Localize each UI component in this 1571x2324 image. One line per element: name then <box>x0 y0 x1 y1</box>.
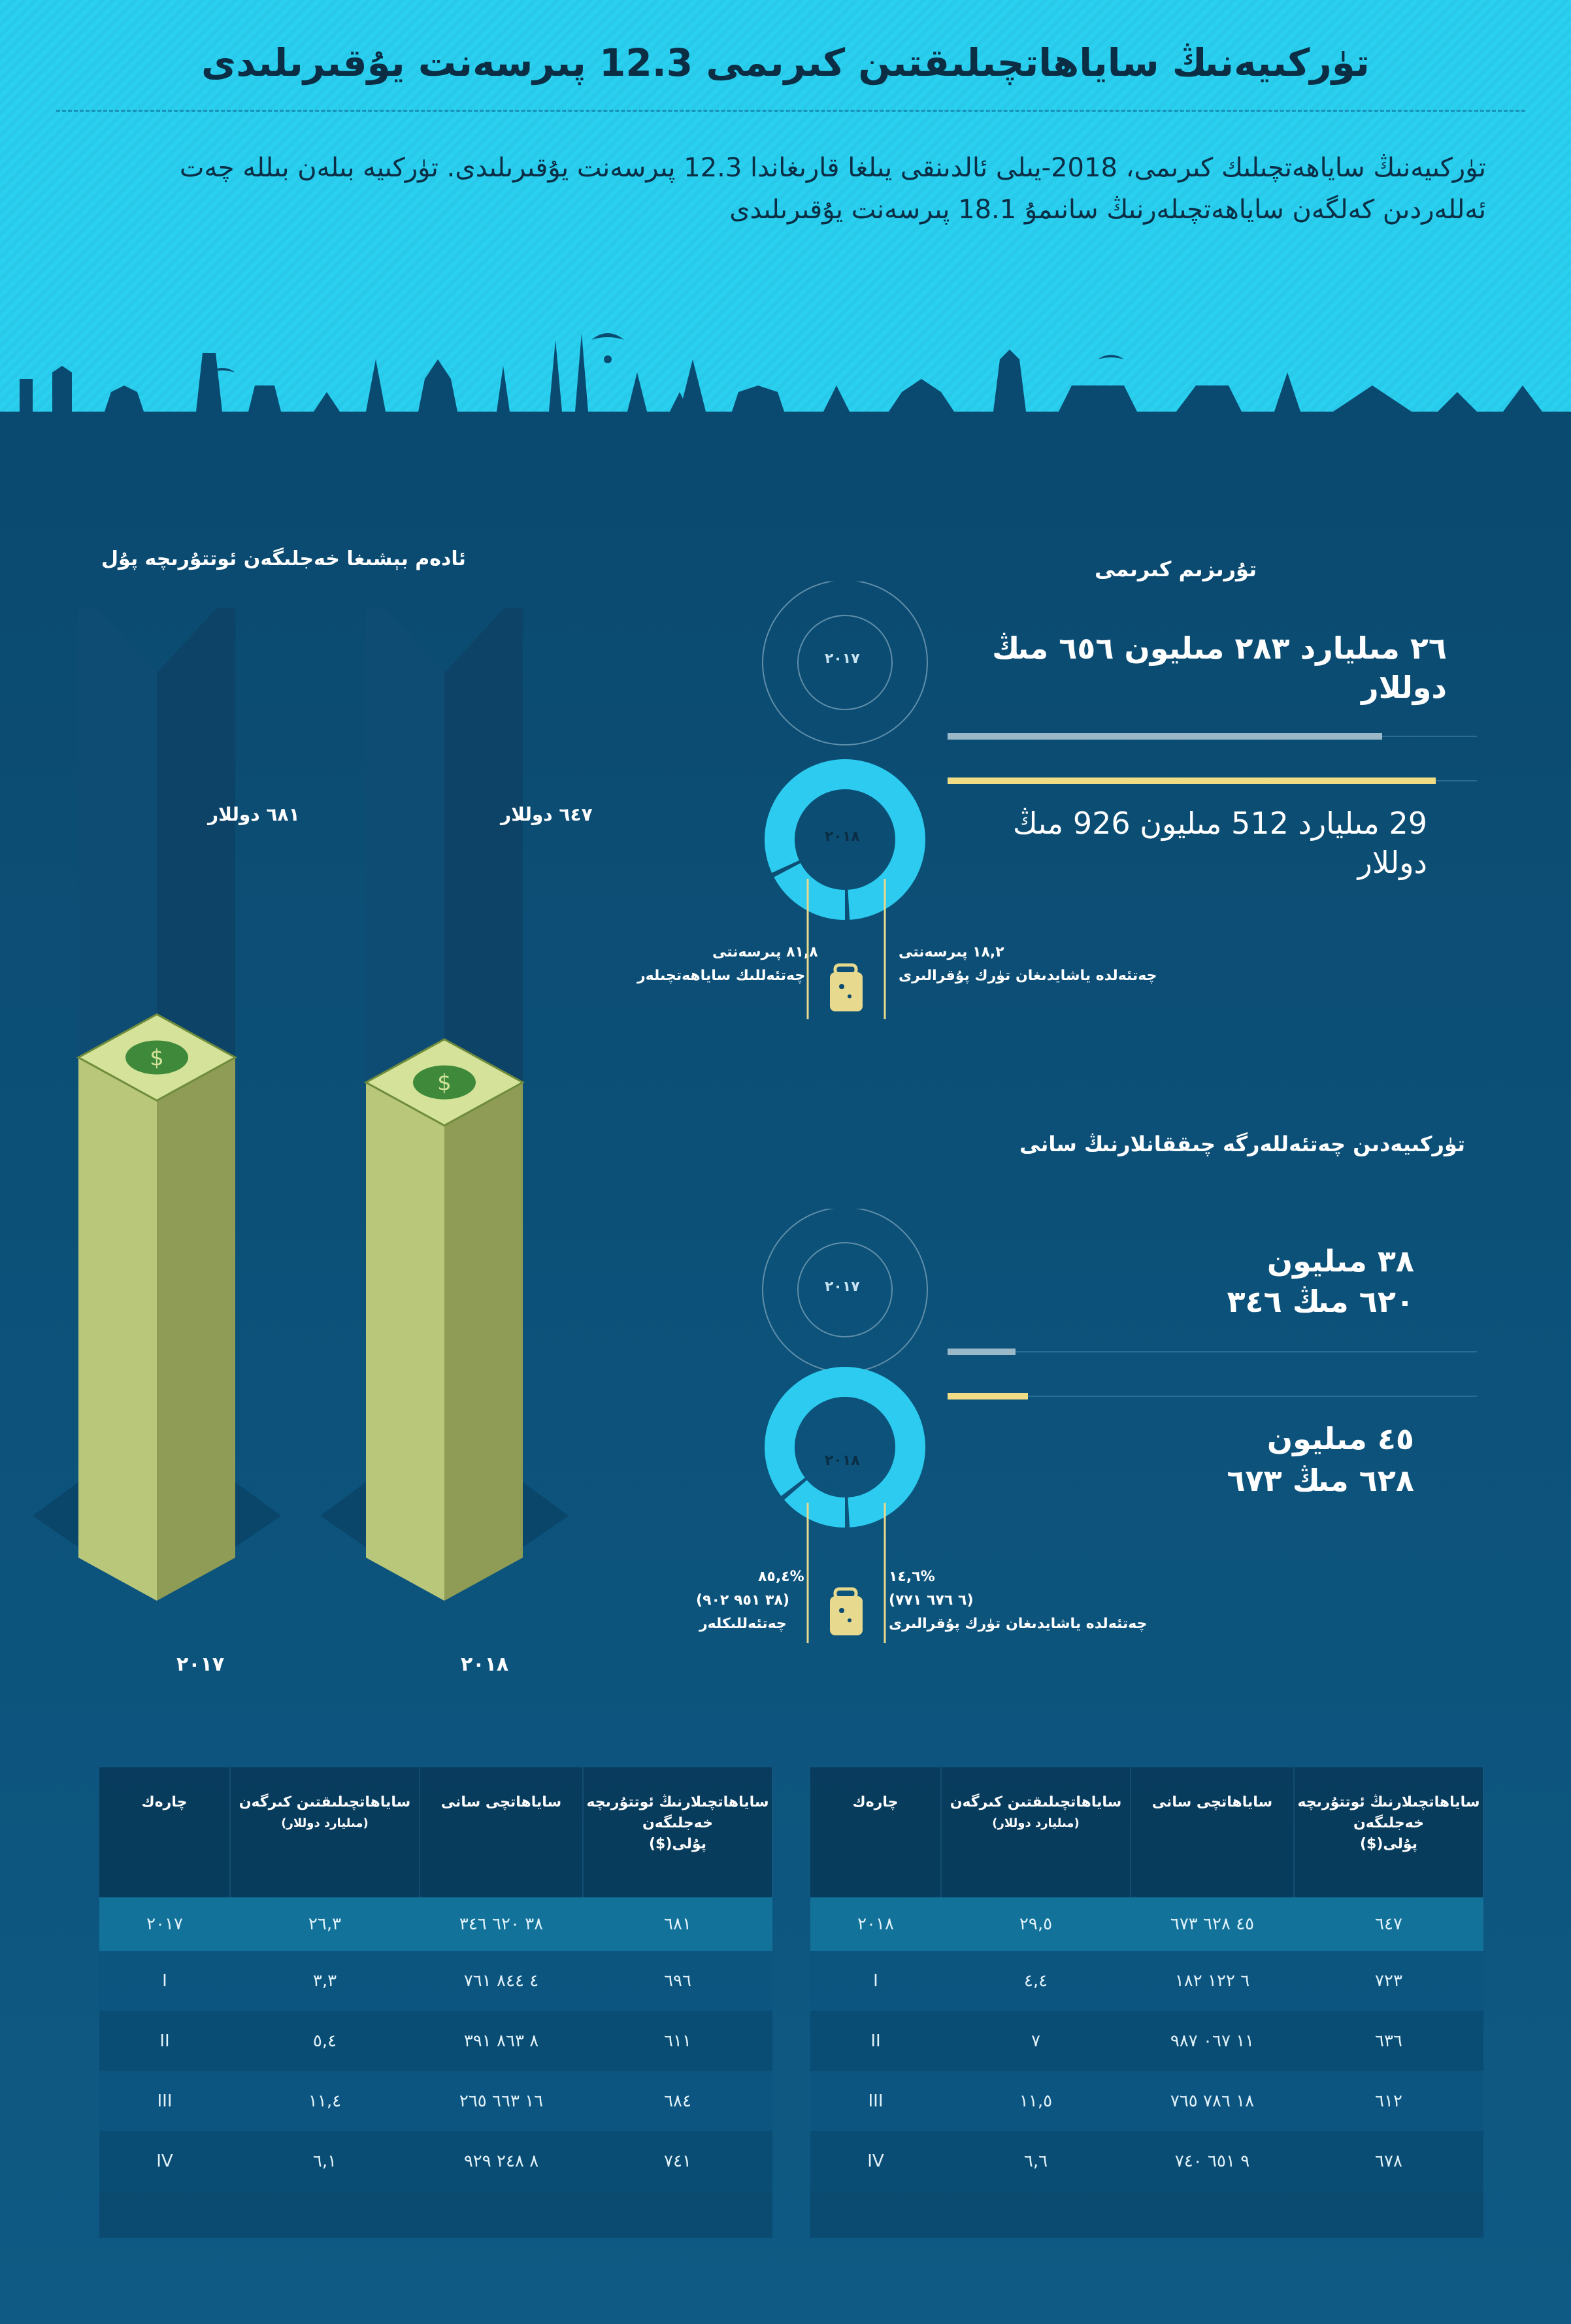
bar-year-2018: ٢٠١٨ <box>461 1653 509 1676</box>
table-row: I ٣,٣ ٤ ٨٤٤ ٧٦١ ٦٩٦ <box>99 1951 772 2011</box>
bar-year-2017: ٢٠١٧ <box>176 1653 225 1676</box>
dollar-icon: $ <box>150 1045 164 1072</box>
table-row: II ٧ ١١ ٠٦٧ ٩٨٧ ٦٣٦ <box>810 2011 1483 2071</box>
table-row: III ١١,٤ ١٦ ٦٦٣ ٢٦٥ ٦٨٤ <box>99 2071 772 2131</box>
visitors-share-b-num: (٣٨ ٩٥١ ٩٠٢) <box>696 1592 789 1609</box>
visitors-compare-bars <box>948 1341 1477 1406</box>
col-quarter: چارەك <box>810 1767 941 1897</box>
suitcase-icon-2 <box>804 1503 889 1653</box>
revenue-title: تۇرىزىم كىرىمى <box>1095 557 1257 581</box>
table-2017 <box>99 1767 773 2191</box>
visitors-2018-line1: ٤٥ مىليون <box>1266 1421 1414 1456</box>
table-2018 <box>810 1767 1484 2191</box>
table-row: III ١١,٥ ١٨ ٧٨٦ ٧٦٥ ٦١٢ <box>810 2071 1483 2131</box>
revenue-ring-2018-label: ٢٠١٨ <box>825 828 860 845</box>
table-row: IV ٦,٦ ٩ ٦٥١ ٧٤٠ ٦٧٨ <box>810 2131 1483 2191</box>
table-row: II ٥,٤ ٨ ٨٦٣ ٣٩١ ٦١١ <box>99 2011 772 2071</box>
money-bar-left-2017 <box>78 1057 157 1601</box>
visitors-2018-line2: ٦٢٨ مىڭ ٦٧٣ <box>1227 1463 1414 1498</box>
suitcase-icon <box>804 879 889 1029</box>
visitors-share-a-num: (٦ ٦٧٦ ٧٧١) <box>889 1592 974 1609</box>
spend-bar-chart <box>26 608 640 1653</box>
revenue-share-b-desc: چەتئەللىك ساياھەتچىلەر <box>637 968 806 984</box>
table-row: ٢٠١٧ ٢٦,٣ ٣٨ ٦٢٠ ٣٤٦ ٦٨١ <box>99 1897 772 1951</box>
visitors-ring-2018-label: ٢٠١٨ <box>825 1452 860 1469</box>
spend-chart-title: ئادەم بېشىغا خەجلىگەن ئوتتۇرىچە پۇل <box>101 548 466 570</box>
bar-label-2017: ٦٨١ دوللار <box>208 804 300 825</box>
intro-text: تۈركىيەنىڭ ساياھەتچىلىك كىرىمى، 2018-يىلى ئالدىنقى يىلغا قارىغاندا 12.3 پىرسەنت يۇقىرىلىدى. تۈركىيە بىلەن بىللە چەت ئەللەردىن كەلگەن ساياھەتچىلەرنىڭ سانىمۇ 18.1 پىرسەنت يۇقىرىلىدى <box>179 153 1486 225</box>
revenue-bar-2018 <box>948 777 1436 784</box>
page-title: تۈركىيەنىڭ ساياھاتچىلىقتىن كىرىمى 12.3 پىرسەنت يۇقىرىلىدى <box>201 41 1370 85</box>
bar-label-2018: ٦٤٧ دوللار <box>501 804 593 825</box>
city-skyline-illustration <box>0 314 1571 483</box>
revenue-share-a-desc: چەتئەلدە ياشايدىغان تۈرك پۇقرالىرى <box>899 968 1157 984</box>
visitors-share-a-pct: %١٤,٦ <box>889 1569 935 1585</box>
visitors-title: تۈركىيەدىن چەتئەللەرگە چىققانلارنىڭ سانى <box>1019 1132 1466 1156</box>
revenue-bar-2017 <box>948 733 1382 740</box>
col-spend: ساياھاتچىلارنىڭ ئوتتۇرىچە خەجلىگەن پۇلى($) <box>583 1767 772 1897</box>
col-quarter: چارەك <box>99 1767 230 1897</box>
revenue-compare-bars <box>948 725 1477 791</box>
table-row: IV ٦,١ ٨ ٢٤٨ ٩٢٩ ٧٤١ <box>99 2131 772 2191</box>
col-visitors: ساياھاتچى سانى <box>420 1767 583 1897</box>
revenue-share-b-pct: ٨١,٨ پىرسەنتى <box>712 944 818 960</box>
dollar-icon: $ <box>437 1070 452 1096</box>
col-revenue: ساياھاتچىلىقتىن كىرگەن (مىليارد دوللار) <box>941 1767 1131 1897</box>
money-bar-right-2017 <box>157 1057 235 1601</box>
table-row: I ٤,٤ ٦ ١٢٢ ١٨٢ ٧٢٣ <box>810 1951 1483 2011</box>
table-row: ٢٠١٨ ٢٩,٥ ٤٥ ٦٢٨ ٦٧٣ ٦٤٧ <box>810 1897 1483 1951</box>
col-visitors: ساياھاتچى سانى <box>1131 1767 1294 1897</box>
revenue-share-a-pct: ١٨,٢ پىرسەنتى <box>899 944 1004 960</box>
revenue-2017-amount: ٢٦ مىليارد ٢٨٣ مىليون ٦٥٦ مىڭ دوللار <box>992 630 1447 705</box>
title-divider <box>56 110 1525 112</box>
visitors-ring-2017-label: ٢٠١٧ <box>825 1279 860 1295</box>
col-spend: ساياھاتچىلارنىڭ ئوتتۇرىچە خەجلىگەن پۇلى($) <box>1294 1767 1483 1897</box>
money-bar-left-2018 <box>366 1083 444 1601</box>
visitors-share-b-pct: %٨٥,٤ <box>758 1569 804 1585</box>
revenue-2018-amount: 29 مىليارد 512 مىليون 926 مىڭ دوللار <box>1012 806 1427 880</box>
visitors-2017-line1: ٣٨ مىليون <box>1266 1243 1414 1279</box>
visitors-2017-line2: ٦٢٠ مىڭ ٣٤٦ <box>1227 1284 1414 1319</box>
visitors-bar-2017 <box>948 1349 1016 1355</box>
visitors-bar-2018 <box>948 1393 1028 1399</box>
col-revenue: ساياھاتچىلىقتىن كىرگەن (مىليارد دوللار) <box>230 1767 420 1897</box>
revenue-ring-2017-label: ٢٠١٧ <box>825 651 860 667</box>
visitors-share-b-desc: چەتئەللىكلەر <box>699 1616 787 1632</box>
money-bar-right-2018 <box>444 1083 523 1601</box>
visitors-share-a-desc: چەتئەلدە ياشايدىغان تۈرك پۇقرالىرى <box>889 1616 1148 1632</box>
